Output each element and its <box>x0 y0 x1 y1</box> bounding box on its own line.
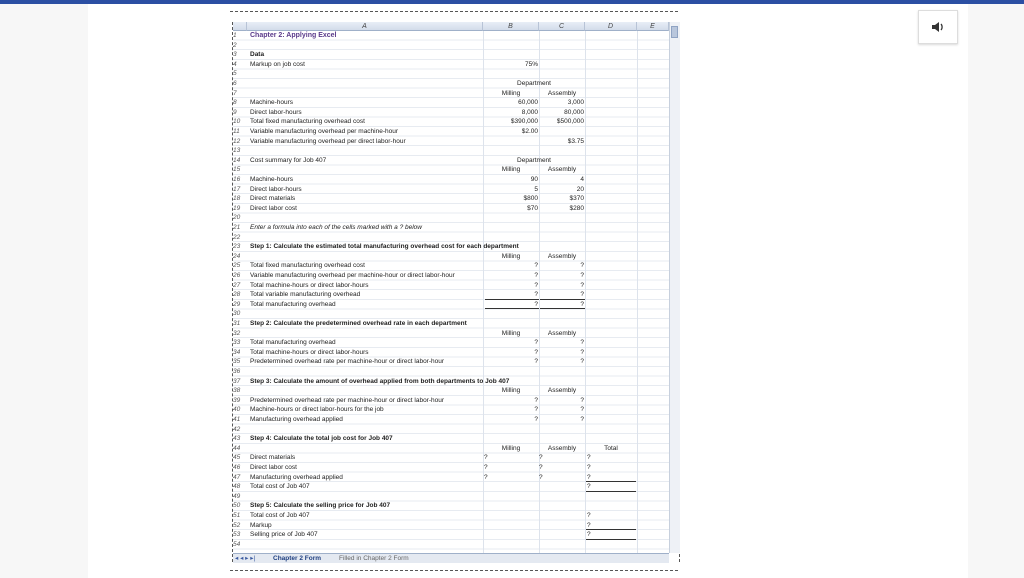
total-underline <box>485 308 539 309</box>
row-number[interactable]: 49 <box>233 492 241 500</box>
cell-grid[interactable] <box>233 31 669 553</box>
cell-b26[interactable]: ? <box>534 272 538 279</box>
row-number[interactable]: 7 <box>233 89 237 97</box>
cell-c24[interactable]: Assembly <box>547 252 577 260</box>
vertical-scrollbar[interactable] <box>669 22 680 553</box>
cell-a16[interactable]: Machine-hours <box>250 176 293 183</box>
cell-c19[interactable]: $280 <box>569 204 584 212</box>
cell-a48[interactable]: Total cost of Job 407 <box>250 483 310 491</box>
cell-c15[interactable]: Assembly <box>547 166 577 174</box>
row-number[interactable]: 6 <box>233 80 237 87</box>
row-number[interactable]: 5 <box>233 70 237 78</box>
row-number[interactable]: 26 <box>233 272 241 279</box>
speaker-icon <box>931 21 945 33</box>
page-border-top <box>230 11 678 12</box>
cell-c38[interactable]: Assembly <box>547 387 577 395</box>
row-number[interactable]: 43 <box>233 435 241 443</box>
cell-c29[interactable]: ? <box>580 300 584 308</box>
cell-d53[interactable]: ? <box>587 531 591 539</box>
cell-a23[interactable]: Step 1: Calculate the estimated total manufacturing overhead cost for each department <box>250 243 519 251</box>
cell-b24[interactable]: Milling <box>501 252 521 260</box>
cell-a10[interactable]: Total fixed manufacturing overhead cost <box>250 118 365 126</box>
cell-a26[interactable]: Variable manufacturing overhead per machine-hour or direct labor-hour <box>250 272 455 279</box>
cell-b28[interactable]: ? <box>534 291 538 299</box>
cell-b40[interactable]: ? <box>534 406 538 414</box>
row-number[interactable]: 53 <box>233 531 241 539</box>
cell-a45[interactable]: Direct materials <box>250 454 296 462</box>
cell-a28[interactable]: Total variable manufacturing overhead <box>250 291 361 299</box>
sheet-nav-arrows[interactable]: ◂ ◂ ▸ ▸| <box>235 555 256 562</box>
cell-a40[interactable]: Machine-hours or direct labor-hours for the job <box>250 406 384 414</box>
cell-b38[interactable]: Milling <box>501 387 521 395</box>
row-number[interactable]: 2 <box>233 41 237 49</box>
cell-a35[interactable]: Predetermined overhead rate per machine-hour or direct labor-hour <box>250 358 445 366</box>
cell-b7[interactable]: Milling <box>501 89 521 97</box>
row-number[interactable]: 45 <box>233 454 241 462</box>
cell-a46[interactable]: Direct labor cost <box>250 464 297 471</box>
cell-c18[interactable]: $370 <box>569 195 584 203</box>
cell-b27[interactable]: ? <box>534 281 538 289</box>
row-number[interactable]: 38 <box>233 387 241 395</box>
cell-a53[interactable]: Selling price of Job 407 <box>250 531 318 539</box>
row-number[interactable]: 47 <box>233 473 241 481</box>
cell-a27[interactable]: Total machine-hours or direct labor-hours <box>250 281 369 289</box>
row-number[interactable]: 48 <box>233 483 241 491</box>
row-number[interactable]: 1 <box>233 32 237 39</box>
cell-a12[interactable]: Variable manufacturing overhead per direct labor-hour <box>250 137 406 145</box>
row-number[interactable]: 4 <box>233 60 237 68</box>
cell-a1[interactable]: Chapter 2: Applying Excel <box>250 32 337 39</box>
row-number[interactable]: 19 <box>233 204 241 212</box>
cell-d52[interactable]: ? <box>587 521 591 529</box>
row-number[interactable]: 27 <box>233 281 241 289</box>
row-number[interactable]: 40 <box>233 406 241 414</box>
sheet-tab-active[interactable]: Chapter 2 Form <box>273 555 322 562</box>
cell-c41[interactable]: ? <box>580 416 584 423</box>
cell-b18[interactable]: $800 <box>523 195 538 203</box>
cell-b11[interactable]: $2.00 <box>521 128 538 135</box>
row-number[interactable]: 23 <box>233 243 241 251</box>
cell-d45[interactable]: ? <box>587 454 591 462</box>
row-number[interactable]: 44 <box>233 444 241 452</box>
row-number[interactable]: 32 <box>233 329 241 337</box>
sheet-tab-other[interactable]: Filled in Chapter 2 Form <box>339 555 409 562</box>
cell-b32[interactable]: Milling <box>501 329 521 337</box>
cell-b39[interactable]: ? <box>534 396 538 404</box>
cell-b6[interactable]: Department <box>517 80 551 87</box>
spreadsheet[interactable] <box>232 22 680 562</box>
cell-d51[interactable]: ? <box>587 512 591 519</box>
total-underline <box>586 539 636 540</box>
cell-c44[interactable]: Assembly <box>547 444 577 452</box>
cell-a29[interactable]: Total manufacturing overhead <box>250 300 336 308</box>
row-number[interactable]: 13 <box>233 147 241 155</box>
cell-c7[interactable]: Assembly <box>547 89 577 97</box>
row-number[interactable]: 51 <box>233 512 241 519</box>
cell-a8[interactable]: Machine-hours <box>250 99 293 107</box>
cell-a51[interactable]: Total cost of Job 407 <box>250 512 310 519</box>
cell-c8[interactable]: 3,000 <box>567 99 584 107</box>
row-number[interactable]: 37 <box>233 377 241 385</box>
row-number[interactable]: 10 <box>233 118 241 126</box>
cell-c34[interactable]: ? <box>580 348 584 356</box>
row-number[interactable]: 11 <box>233 128 240 135</box>
cell-b19[interactable]: $70 <box>527 204 538 212</box>
row-number[interactable]: 46 <box>233 464 241 471</box>
cell-b44[interactable]: Milling <box>501 444 521 452</box>
cell-c16[interactable]: 4 <box>580 176 584 183</box>
row-number[interactable]: 33 <box>233 339 241 347</box>
row-number[interactable]: 41 <box>233 416 241 423</box>
cell-c33[interactable]: ? <box>580 339 584 347</box>
cell-a11[interactable]: Variable manufacturing overhead per machine-hour <box>250 128 399 135</box>
cell-b45[interactable]: ? <box>484 454 488 462</box>
cell-a50[interactable]: Step 5: Calculate the selling price for Job 407 <box>250 502 391 510</box>
cell-a43[interactable]: Step 4: Calculate the total job cost for Job 407 <box>250 435 393 443</box>
cell-a9[interactable]: Direct labor-hours <box>250 108 302 116</box>
row-number[interactable]: 52 <box>233 521 241 529</box>
cell-b33[interactable]: ? <box>534 339 538 347</box>
row-number[interactable]: 15 <box>233 166 241 174</box>
cell-a34[interactable]: Total machine-hours or direct labor-hours <box>250 348 369 356</box>
row-number[interactable]: 42 <box>233 425 241 433</box>
row-number[interactable]: 20 <box>233 214 241 222</box>
cell-b8[interactable]: 60,000 <box>518 99 538 107</box>
total-underline <box>586 491 636 492</box>
row-number[interactable]: 18 <box>233 195 241 203</box>
cell-c17[interactable]: 20 <box>576 185 584 193</box>
cell-c40[interactable]: ? <box>580 406 584 414</box>
cell-c9[interactable]: 80,000 <box>564 108 584 116</box>
cell-b16[interactable]: 90 <box>530 176 538 183</box>
cell-a33[interactable]: Total manufacturing overhead <box>250 339 336 347</box>
cell-b17[interactable]: 5 <box>534 185 538 193</box>
cell-a41[interactable]: Manufacturing overhead applied <box>250 416 343 423</box>
cell-a14[interactable]: Cost summary for Job 407 <box>250 156 327 164</box>
row-number[interactable]: 35 <box>233 358 241 366</box>
cell-b14[interactable]: Department <box>517 156 551 164</box>
cell-c10[interactable]: $500,000 <box>556 118 584 126</box>
column-header-b[interactable]: B <box>483 22 539 31</box>
cell-c12[interactable]: $3.75 <box>567 137 584 145</box>
cell-a4[interactable]: Markup on job cost <box>250 60 305 68</box>
cell-a17[interactable]: Direct labor-hours <box>250 185 302 193</box>
row-number[interactable]: 39 <box>233 396 241 404</box>
row-number[interactable]: 54 <box>233 540 241 548</box>
row-number[interactable]: 9 <box>233 108 237 116</box>
row-number[interactable]: 24 <box>233 252 241 260</box>
cell-b47[interactable]: ? <box>484 473 488 481</box>
row-number[interactable]: 8 <box>233 99 237 107</box>
column-header-c[interactable]: C <box>539 22 585 31</box>
cell-d46[interactable]: ? <box>587 464 591 471</box>
cell-a3[interactable]: Data <box>250 51 265 59</box>
row-number[interactable]: 30 <box>233 310 241 318</box>
cell-b34[interactable]: ? <box>534 348 538 356</box>
row-number[interactable]: 29 <box>233 300 241 308</box>
cell-d44[interactable]: Total <box>604 444 618 452</box>
cell-a21[interactable]: Enter a formula into each of the cells marked with a ? below <box>250 224 422 231</box>
row-number[interactable]: 21 <box>233 224 241 231</box>
cell-a37[interactable]: Step 3: Calculate the amount of overhead applied from both departments to Job 407 <box>250 377 510 385</box>
row-number[interactable]: 31 <box>233 320 241 327</box>
cell-c32[interactable]: Assembly <box>547 329 577 337</box>
cell-b25[interactable]: ? <box>534 262 538 270</box>
cell-c47[interactable]: ? <box>539 473 543 481</box>
cell-b4[interactable]: 75% <box>524 60 538 68</box>
column-header-e[interactable]: E <box>637 22 669 31</box>
cell-b46[interactable]: ? <box>484 464 488 471</box>
cell-b15[interactable]: Milling <box>501 166 521 174</box>
sheet-tab-bar <box>233 553 669 563</box>
cell-c46[interactable]: ? <box>539 464 543 471</box>
row-number[interactable]: 50 <box>233 502 241 510</box>
cell-c26[interactable]: ? <box>580 272 584 279</box>
total-underline <box>540 308 585 309</box>
row-number[interactable]: 16 <box>233 176 241 183</box>
cell-c27[interactable]: ? <box>580 281 584 289</box>
cell-b41[interactable]: ? <box>534 416 538 423</box>
cell-c28[interactable]: ? <box>580 291 584 299</box>
cell-a47[interactable]: Manufacturing overhead applied <box>250 473 343 481</box>
scroll-thumb[interactable] <box>671 26 678 38</box>
audio-button[interactable] <box>918 10 958 44</box>
row-number[interactable]: 28 <box>233 291 241 299</box>
cell-b35[interactable]: ? <box>534 358 538 366</box>
cell-b9[interactable]: 8,000 <box>521 108 538 116</box>
row-number[interactable]: 17 <box>233 185 241 193</box>
cell-a52[interactable]: Markup <box>250 521 272 529</box>
row-number[interactable]: 3 <box>233 51 237 59</box>
row-number[interactable]: 14 <box>233 156 241 164</box>
cell-b29[interactable]: ? <box>534 300 538 308</box>
cell-b10[interactable]: $390,000 <box>510 118 538 126</box>
cell-c39[interactable]: ? <box>580 396 584 404</box>
cell-a39[interactable]: Predetermined overhead rate per machine-hour or direct labor-hour <box>250 396 445 404</box>
cell-a18[interactable]: Direct materials <box>250 195 296 203</box>
cell-a19[interactable]: Direct labor cost <box>250 204 297 212</box>
corner-header[interactable] <box>233 22 247 31</box>
page-border-bottom <box>230 570 678 571</box>
cell-c35[interactable]: ? <box>580 358 584 366</box>
cell-c45[interactable]: ? <box>539 454 543 462</box>
column-header-a[interactable]: A <box>247 22 483 31</box>
row-number[interactable]: 25 <box>233 262 241 270</box>
cell-d47[interactable]: ? <box>587 473 591 481</box>
row-number[interactable]: 34 <box>233 348 241 356</box>
column-header-d[interactable]: D <box>585 22 637 31</box>
row-number[interactable]: 36 <box>233 368 241 375</box>
cell-a25[interactable]: Total fixed manufacturing overhead cost <box>250 262 365 270</box>
cell-c25[interactable]: ? <box>580 262 584 270</box>
cell-d48[interactable]: ? <box>587 483 591 491</box>
cell-a31[interactable]: Step 2: Calculate the predetermined overhead rate in each department <box>250 320 467 327</box>
row-number[interactable]: 22 <box>233 233 241 241</box>
row-number[interactable]: 12 <box>233 137 241 145</box>
